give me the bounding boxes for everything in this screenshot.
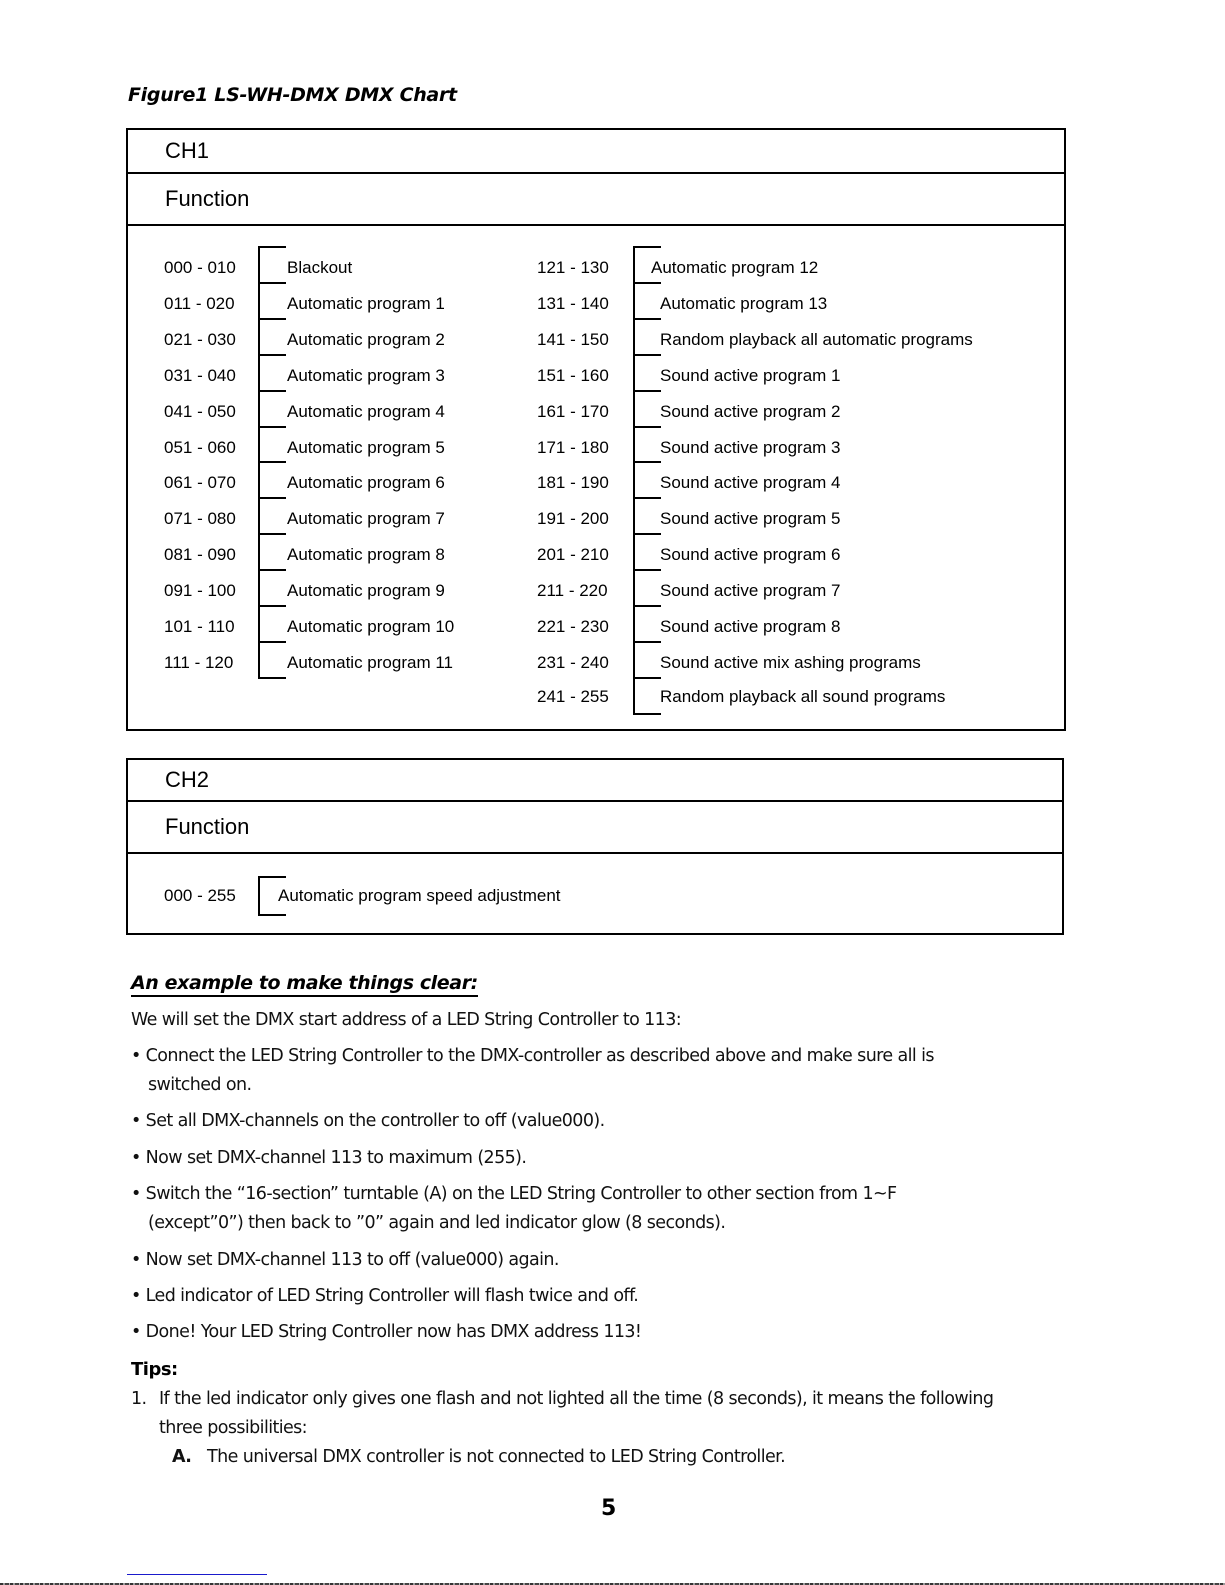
dmx-function: Automatic program 11: [287, 652, 453, 672]
dmx-function: Sound active program 2: [660, 401, 841, 421]
dmx-range: 151 - 160: [537, 365, 609, 385]
dmx-range: 241 - 255: [537, 686, 609, 706]
ch2-channel-header: [128, 760, 1062, 802]
dmx-function: Automatic program 13: [660, 293, 828, 313]
ch2-table: [126, 758, 1064, 935]
dmx-function: Automatic program 12: [651, 258, 819, 277]
example-bullet: • Now set DMX-channel 113 to off (value000) again.: [131, 1250, 559, 1270]
dmx-range: 161 - 170: [537, 401, 609, 421]
dmx-function: Automatic program 9: [287, 581, 445, 601]
tip-1-line-2: three possibilities:: [159, 1418, 307, 1438]
dmx-range: 201 - 210: [537, 545, 609, 565]
dmx-range: 181 - 190: [537, 473, 609, 493]
tip-1-sub-a-text: The universal DMX controller is not connected to LED String Controller.: [207, 1447, 786, 1467]
example-bullet: • Set all DMX-channels on the controller to off (value000).: [131, 1111, 605, 1131]
dmx-function: Automatic program 10: [287, 617, 455, 636]
footnote-separator: [127, 1574, 267, 1575]
right_column-bracket-line: [633, 246, 635, 715]
left_column-bracket-tick: [258, 677, 286, 679]
right_column-bracket-tick: [633, 641, 661, 643]
dmx-function: Sound active program 8: [660, 617, 841, 636]
ch2-bracket-tick: [258, 876, 286, 878]
ch2-bracket-tick: [258, 914, 286, 916]
right_column-bracket-tick: [633, 390, 661, 392]
dmx-function: Automatic program 6: [287, 473, 445, 493]
dmx-range: 021 - 030: [164, 329, 236, 349]
dmx-range: 131 - 140: [537, 293, 609, 313]
example-bullet-continuation: switched on.: [148, 1075, 252, 1095]
ch2-channel-label: CH2: [165, 767, 210, 792]
left_column-bracket-tick: [258, 569, 286, 571]
right_column-bracket-tick: [633, 426, 661, 428]
right_column-bracket-tick: [633, 605, 661, 607]
ch1-table: [126, 128, 1066, 731]
example-bullet: • Led indicator of LED String Controller will flash twice and off.: [131, 1286, 639, 1306]
ch1-body: [128, 226, 1064, 731]
dmx-range: 211 - 220: [537, 581, 608, 601]
page-number: 5: [601, 1496, 617, 1521]
dmx-function: Sound active mix ashing programs: [660, 652, 921, 672]
right_column-bracket-tick: [633, 497, 661, 499]
left_column-bracket-tick: [258, 354, 286, 356]
dmx-range: 141 - 150: [537, 329, 609, 349]
dmx-function: Automatic program 3: [287, 365, 445, 385]
dmx-range: 221 - 230: [537, 617, 609, 636]
tip-1-number: 1.: [131, 1389, 147, 1409]
left_column-bracket-tick: [258, 390, 286, 392]
example-heading: An example to make things clear:: [131, 972, 478, 997]
left_column-bracket-tick: [258, 318, 286, 320]
right_column-bracket-tick: [633, 282, 661, 284]
example-bullet-continuation: (except”0”) then back to ”0” again and led indicator glow (8 seconds).: [148, 1213, 726, 1233]
right_column-bracket-tick: [633, 461, 661, 463]
right_column-bracket-tick: [633, 533, 661, 535]
dmx-range: 191 - 200: [537, 509, 609, 529]
example-bullet: • Switch the “16-section” turntable (A) on the LED String Controller to other section from 1~F: [131, 1184, 897, 1204]
ch1-channel-label: CH1: [165, 138, 210, 163]
dmx-range: 031 - 040: [164, 365, 236, 385]
tips-heading: Tips:: [131, 1359, 178, 1380]
ch2-body: [128, 854, 1062, 933]
tip-1-sub-a-label: A.: [172, 1447, 192, 1467]
left_column-bracket-tick: [258, 461, 286, 463]
left_column-bracket-tick: [258, 282, 286, 284]
dmx-range: 101 - 110: [164, 617, 235, 636]
example-bullet: • Connect the LED String Controller to the DMX-controller as described above and make sure all is: [131, 1046, 934, 1066]
example-bullet: • Done! Your LED String Controller now has DMX address 113!: [131, 1322, 642, 1342]
dmx-range: 011 - 020: [164, 293, 235, 313]
right_column-bracket-tick: [633, 318, 661, 320]
dmx-function: Blackout: [287, 258, 353, 277]
dmx-function: Random playback all sound programs: [660, 686, 946, 706]
right_column-bracket-tick: [633, 354, 661, 356]
dmx-range: 000 - 255: [164, 886, 236, 905]
right_column-bracket-tick: [633, 677, 661, 679]
example-bullet: • Now set DMX-channel 113 to maximum (255).: [131, 1148, 527, 1168]
dmx-range: 231 - 240: [537, 652, 609, 672]
dmx-range: 091 - 100: [164, 581, 236, 601]
tip-1-line-1: If the led indicator only gives one flash and not lighted all the time (8 seconds), it means the following: [159, 1389, 994, 1409]
dmx-range: 111 - 120: [164, 652, 234, 672]
dmx-function: Automatic program 7: [287, 509, 445, 529]
ch1-function-label: Function: [165, 186, 250, 211]
dmx-function: Random playback all automatic programs: [660, 329, 973, 349]
dmx-range: 000 - 010: [164, 258, 236, 277]
example-intro: We will set the DMX start address of a LED String Controller to 113:: [131, 1010, 682, 1030]
left_column-bracket-tick: [258, 533, 286, 535]
ch2-bracket-line: [258, 876, 260, 916]
dmx-range: 081 - 090: [164, 545, 236, 565]
dmx-function: Sound active program 7: [660, 581, 841, 601]
dmx-range: 051 - 060: [164, 437, 236, 457]
right_column-bracket-tick: [633, 246, 661, 248]
ch2-function-label: Function: [165, 814, 250, 839]
dmx-function: Automatic program 5: [287, 437, 445, 457]
dmx-function: Sound active program 6: [660, 545, 841, 565]
ch1-function-header: [128, 174, 1064, 226]
left_column-bracket-tick: [258, 605, 286, 607]
dmx-range: 121 - 130: [537, 258, 609, 277]
dmx-function: Automatic program 4: [287, 401, 445, 421]
right_column-bracket-tick: [633, 569, 661, 571]
left_column-bracket-tick: [258, 497, 286, 499]
dmx-function: Sound active program 3: [660, 437, 841, 457]
dmx-function: Automatic program speed adjustment: [278, 886, 561, 905]
dmx-function: Sound active program 4: [660, 473, 841, 493]
dmx-function: Automatic program 8: [287, 545, 445, 565]
right_column-bracket-tick: [633, 713, 661, 715]
dmx-function: Sound active program 1: [660, 365, 841, 385]
dmx-range: 061 - 070: [164, 473, 236, 493]
dmx-function: Automatic program 1: [287, 293, 445, 313]
ch2-function-header: [128, 802, 1062, 854]
figure-title: Figure1 LS-WH-DMX DMX Chart: [128, 84, 457, 106]
dmx-function: Automatic program 2: [287, 329, 445, 349]
dmx-function: Sound active program 5: [660, 509, 841, 529]
left_column-bracket-tick: [258, 641, 286, 643]
dmx-range: 071 - 080: [164, 509, 236, 529]
left_column-bracket-tick: [258, 246, 286, 248]
ch1-channel-header: [128, 130, 1064, 174]
left_column-bracket-tick: [258, 426, 286, 428]
dmx-range: 171 - 180: [537, 437, 609, 457]
dmx-range: 041 - 050: [164, 401, 236, 421]
